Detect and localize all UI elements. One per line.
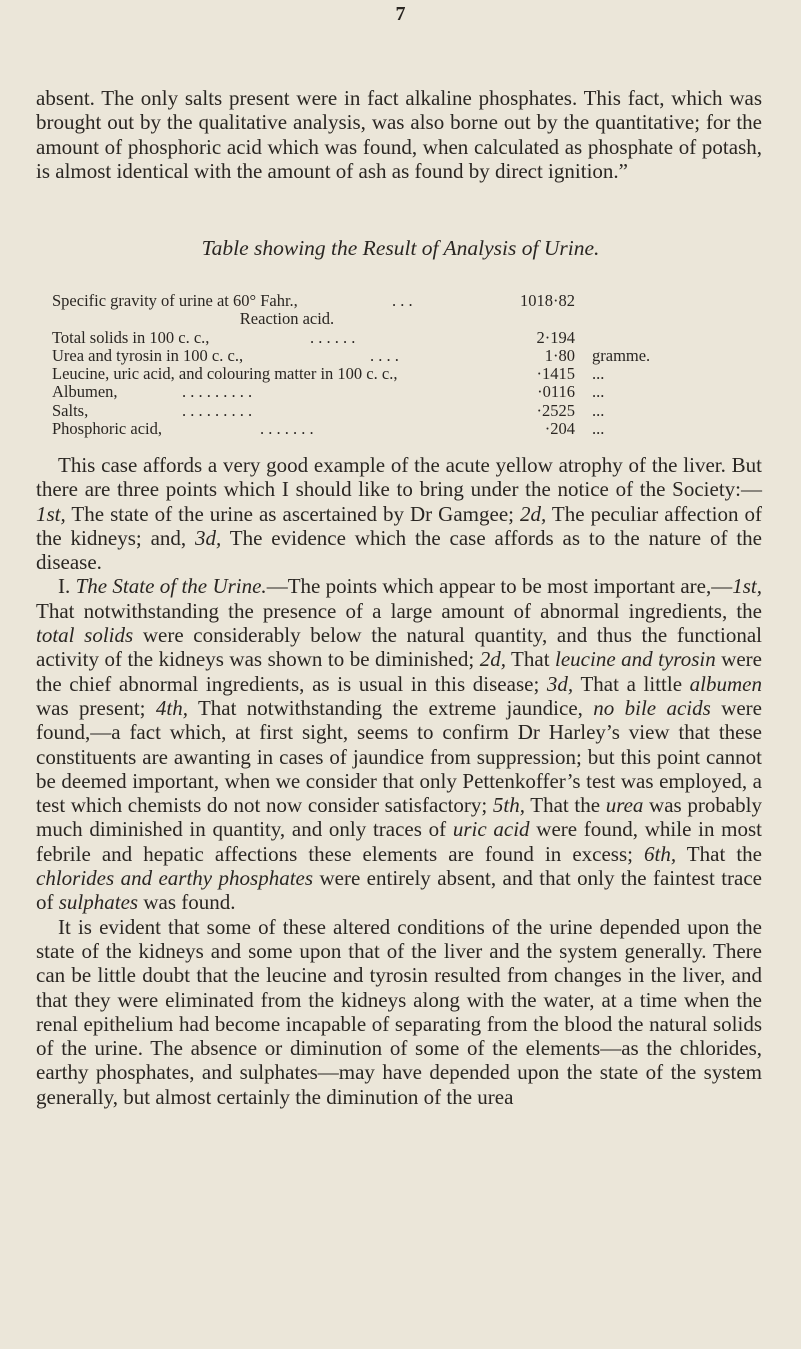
text-run: That the [676,841,762,866]
emphasis: no bile acids [593,695,711,720]
table-row [52,292,772,310]
row-label: Albumen, [52,382,118,402]
table-row [52,329,772,347]
text-run: That a little [573,671,690,696]
emphasis: uric acid [452,817,530,842]
leader-dots: . . . . . . . . . [182,382,253,402]
row-label: Phosphoric acid, [52,419,162,439]
row-value: 2·194 [536,327,575,347]
intro-paragraph: absent. The only salts present were in fact alkaline phosphates. This fact, which was brought out by the qualitative analysis, was also borne out by the quantitative; for the amount of phosphoric acid which was found, when calculated as phosphate of potash, is almost identical with the amount of ash as found by direct ignition.” [36,86,762,183]
text-run: I. [58,574,76,599]
row-value: ·1415 [536,364,575,384]
text-run: The evidence which the case affords as to the nature of the disease. [36,525,762,575]
paragraph [36,453,762,574]
text-run: —The points which appear to be most important are,— [266,574,733,599]
leader-dots: . . . . [370,345,399,365]
row-label: Leucine, uric acid, and colouring matter in 100 c. c., [52,364,398,384]
leader-dots: . . . . . . . . . [182,400,253,420]
text-run: were considerably below the natural quantity, and thus the functional activity of the kidneys was shown to be diminished; [36,623,762,672]
text-run: That the [524,793,606,818]
row-label: Total solids in 100 c. c., [52,327,210,347]
paragraph [36,915,762,1109]
row-unit: ... [592,382,605,402]
ordinal: 5th, [492,793,525,818]
emphasis: urea [605,793,644,818]
leader-dots: . . . [392,291,413,310]
table-row [52,383,772,401]
text-run: was probably much diminished in quantity, and only traces of [36,793,762,842]
table-row [52,402,772,420]
section-heading: The State of the Urine. [75,574,267,599]
leader-dots: . . . . . . [310,327,356,347]
ordinal: 2d, [479,647,506,672]
emphasis: albumen [689,671,762,696]
text-run: were the chief abnormal ingredients, as is usual in this disease; [36,647,762,696]
ordinal: 3d, [195,525,222,550]
table-row [52,420,772,438]
text-run: The state of the urine as ascertained by Dr Gamgee; [65,501,521,526]
row-label: Salts, [52,400,89,420]
table-row [52,310,772,328]
emphasis: sulphates [58,890,139,915]
text-run: was present; [36,695,156,720]
row-label: Urea and tyrosin in 100 c. c., [52,345,244,365]
row-value: 1·80 [544,345,575,365]
table-row [52,347,772,365]
row-unit: ... [592,419,605,439]
row-unit: ... [592,364,605,384]
text-run: were found,—a fact which, at first sight, seems to confirm Dr Harley’s view that these constituents are awanting in cases of jaundice from suppression; but this point cannot be deemed important, when we consider that only Pettenkoffer’s test was employed, a test which chemists do not now consider satisfactory; [36,695,762,818]
ordinal: 1st, [732,574,762,599]
text-run: were found, while in most febrile and hepatic affections these elements are found in excess; [36,817,763,866]
row-label: Specific gravity of urine at 60° Fahr., [52,291,298,310]
text-run: That [505,647,556,672]
row-label: Reaction acid. [239,309,335,329]
emphasis: leucine and tyrosin [555,647,716,672]
table-title: Table showing the Result of Analysis of Urine. [201,236,600,260]
body-text [36,453,762,1109]
ordinal: 6th, [644,841,677,866]
row-value: 1018·82 [520,291,575,310]
text-run: The peculiar affection of the kidneys; and, [36,501,763,550]
table-row [52,365,772,383]
ordinal: 2d, [520,501,547,526]
ordinal: 4th, [155,695,188,720]
text-run: It is evident that some of these altered conditions of the urine depended upon the state of the kidneys and some upon that of the liver and the system generally. There can be little doubt that the leucine and tyrosin resulted from changes in the liver, and that they were eliminated from the kidneys along with the water, at a time when the renal epithelium had become incapable of separating from the blood the natural solids of the urine. The absence or diminution of some of the elements—as the chlorides, earthy phosphates, and sulphates—may have depended upon the state of the system generally, but almost certainly the diminution of the urea [36,914,762,1109]
ordinal: 1st, [36,501,66,526]
row-unit: gramme. [592,345,651,365]
leader-dots: . . . . . . . [260,419,314,439]
row-value: ·204 [544,419,575,439]
text-run: were entirely absent, and that only the faintest trace of [36,866,762,915]
text-run: That notwithstanding the presence of a large amount of abnormal ingredients, the [36,598,762,623]
row-value: ·0116 [537,382,575,402]
urine-analysis-table [52,292,772,438]
text-run: was found. [138,890,236,915]
emphasis: total solids [36,623,134,648]
ordinal: 3d, [546,671,574,696]
row-value: ·2525 [536,400,575,420]
page-number: 7 [395,3,406,25]
text-run: That notwithstanding the extreme jaundice, [187,695,594,720]
paragraph [36,574,762,914]
emphasis: chlorides and earthy phosphates [36,866,314,891]
text-run: This case affords a very good example of the acute yellow atrophy of the liver. But there are three points which I should like to bring under the notice of the Society:— [36,453,762,502]
row-unit: ... [592,400,605,420]
